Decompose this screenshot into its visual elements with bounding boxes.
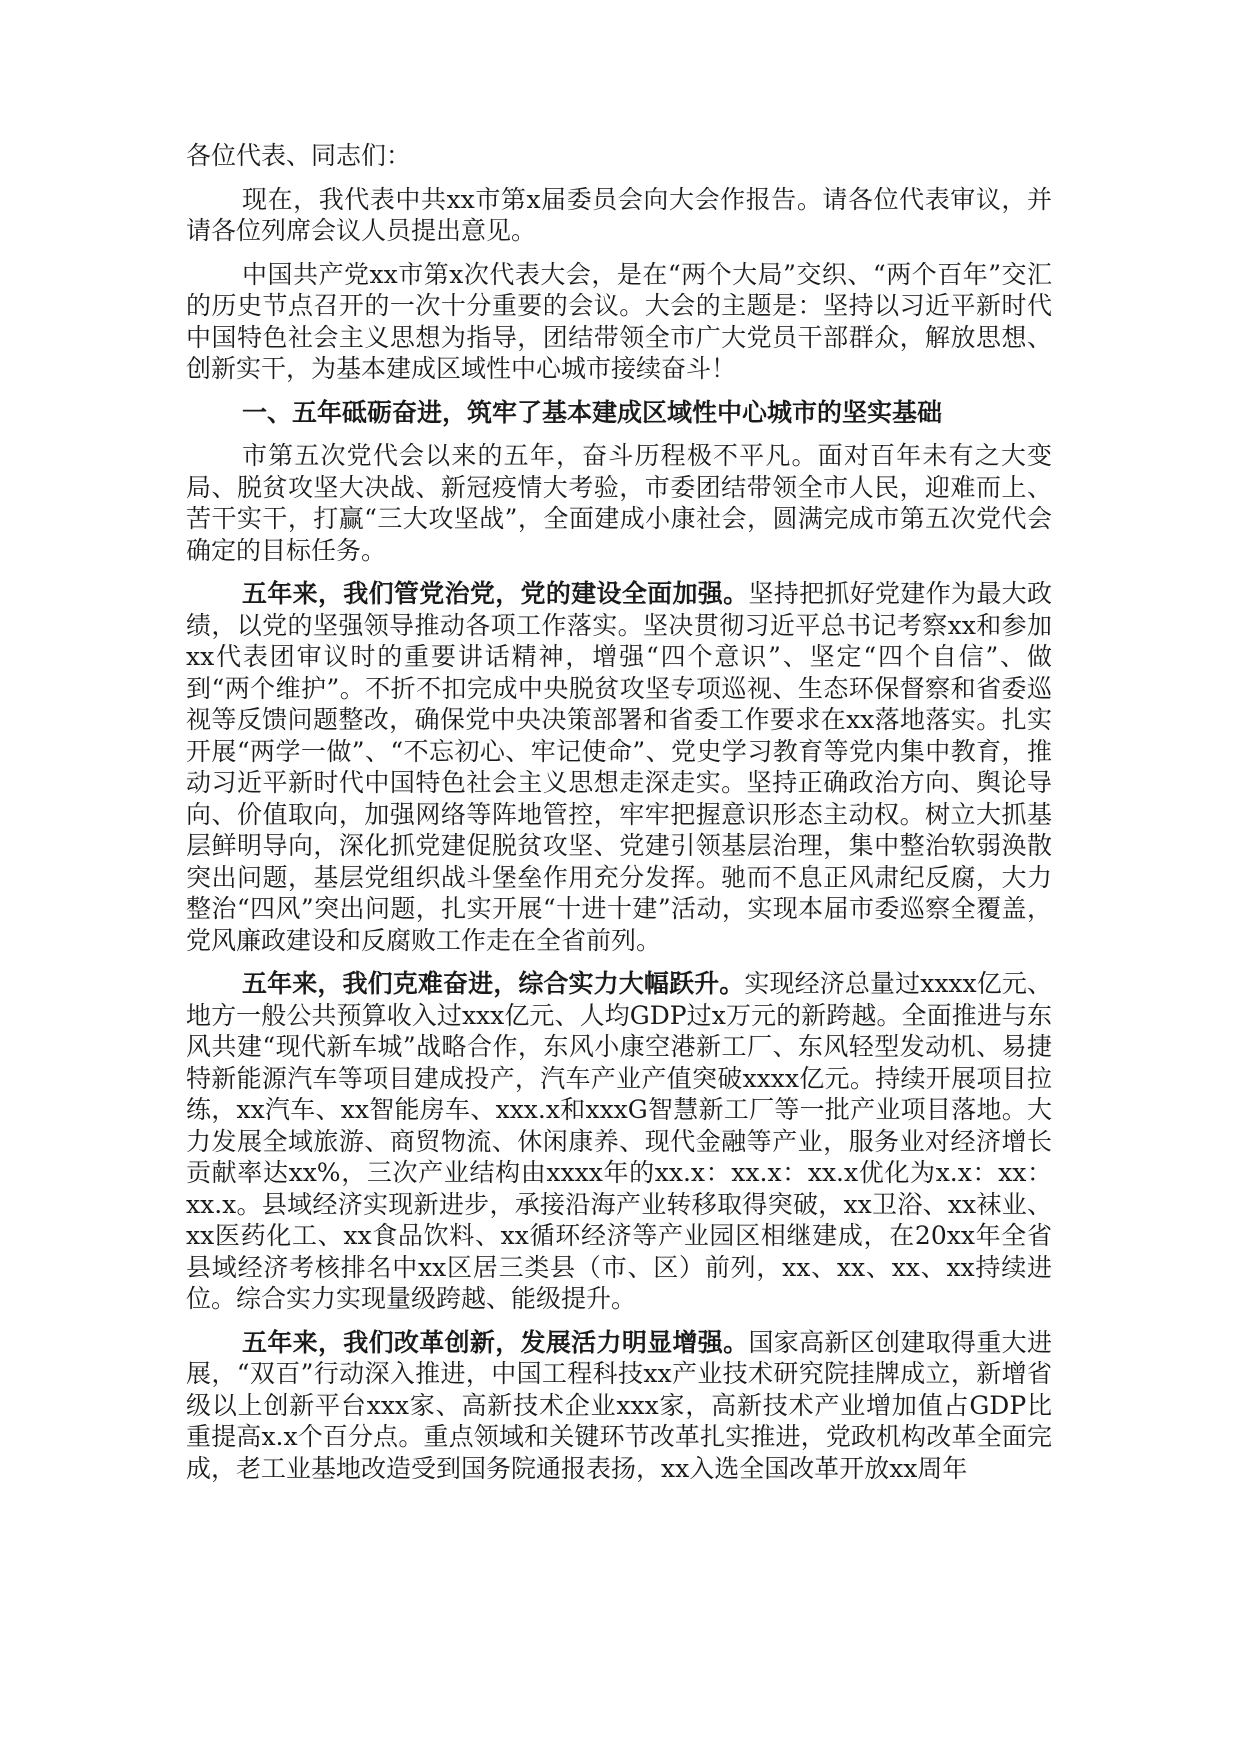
section-intro-paragraph: 市第五次党代会以来的五年，奋斗历程极不平凡。面对百年未有之大变局、脱贫攻坚大决战、新冠疫情大考验，市委团结带领全市人民，迎难而上、苦干实干，打赢“三大攻坚战”，全面建成小康社会，圆满完成市第五次党代会确定的目标任务。	[186, 441, 1052, 565]
paragraph-lead: 五年来，我们改革创新，发展活力明显增强。	[242, 1327, 749, 1357]
paragraph-body: 国家高新区创建取得重大进展，“双百”行动深入推进，中国工程科技xx产业技术研究院挂牌成立，新增省级以上创新平台xxx家、高新技术企业xxx家，高新技术产业增加值占GDP比重提高x.x个百分点。重点领域和关键环节改革扎实推进，党政机构改革全面完成，老工业基地改造受到国务院通报表扬，xx入选全国改革开放xx周年	[186, 1327, 1052, 1483]
paragraph-lead: 五年来，我们管党治党，党的建设全面加强。	[242, 579, 749, 608]
paragraph-lead: 五年来，我们克难奋进，综合实力大幅跃升。	[242, 969, 745, 998]
document-page	[186, 140, 1052, 1484]
intro-paragraph-2: 中国共产党xx市第x次代表大会，是在“两个大局”交织、“两个百年”交汇的历史节点召开的一次十分重要的会议。大会的主题是：坚持以习近平新时代中国特色社会主义思想为指导，团结带领全市广大党员干部群众，解放思想、创新实干，为基本建成区域性中心城市接续奋斗！	[186, 259, 1052, 383]
party-building-paragraph	[186, 578, 1052, 956]
section-heading-1: 一、五年砥砺奋进，筑牢了基本建成区域性中心城市的坚实基础	[242, 397, 943, 427]
intro-paragraph-1: 现在，我代表中共xx市第x届委员会向大会作报告。请各位代表审议，并请各位列席会议人员提出意见。	[186, 184, 1052, 245]
paragraph-body: 实现经济总量过xxxx亿元、地方一般公共预算收入过xxx亿元、人均GDP过x万元的新跨越。全面推进与东风共建“现代新车城”战略合作，东风小康空港新工厂、东风轻型发动机、易捷特新能源汽车等项目建成投产，汽车产业产值突破xxxx亿元。持续开展项目拉练，xx汽车、xx智能房车、xxx.x和xxxG智慧新工厂等一批产业项目落地。大力发展全域旅游、商贸物流、休闲康养、现代金融等产业，服务业对经济增长贡献率达xx%，三次产业结构由xxxx年的xx.x：xx.x：xx.x优化为x.x：xx：xx.x。县域经济实现新进步，承接沿海产业转移取得突破，xx卫浴、xx袜业、xx医药化工、xx食品饮料、xx循环经济等产业园区相继建成，在20xx年全省县域经济考核排名中xx区居三类县（市、区）前列，xx、xx、xx、xx持续进位。综合实力实现量级跨越、能级提升。	[186, 969, 1052, 1313]
reform-paragraph	[186, 1327, 1052, 1485]
salutation: 各位代表、同志们：	[186, 141, 412, 170]
economy-paragraph	[186, 968, 1052, 1315]
paragraph-body: 坚持把抓好党建作为最大政绩，以党的坚强领导推动各项工作落实。坚决贯彻习近平总书记考察xx和参加xx代表团审议时的重要讲话精神，增强“四个意识”、坚定“四个自信”、做到“两个维护”。不折不扣完成中央脱贫攻坚专项巡视、生态环保督察和省委巡视等反馈问题整改，确保党中央决策部署和省委工作要求在xx落地落实。扎实开展“两学一做”、“不忘初心、牢记使命”、党史学习教育等党内集中教育，推动习近平新时代中国特色社会主义思想走深走实。坚持正确政治方向、舆论导向、价值取向，加强网络等阵地管控，牢牢把握意识形态主动权。树立大抓基层鲜明导向，深化抓党建促脱贫攻坚、党建引领基层治理，集中整治软弱涣散突出问题，基层党组织战斗堡垒作用充分发挥。驰而不息正风肃纪反腐，大力整治“四风”突出问题，扎实开展“十进十建”活动，实现本届市委巡察全覆盖，党风廉政建设和反腐败工作走在全省前列。	[186, 579, 1052, 955]
